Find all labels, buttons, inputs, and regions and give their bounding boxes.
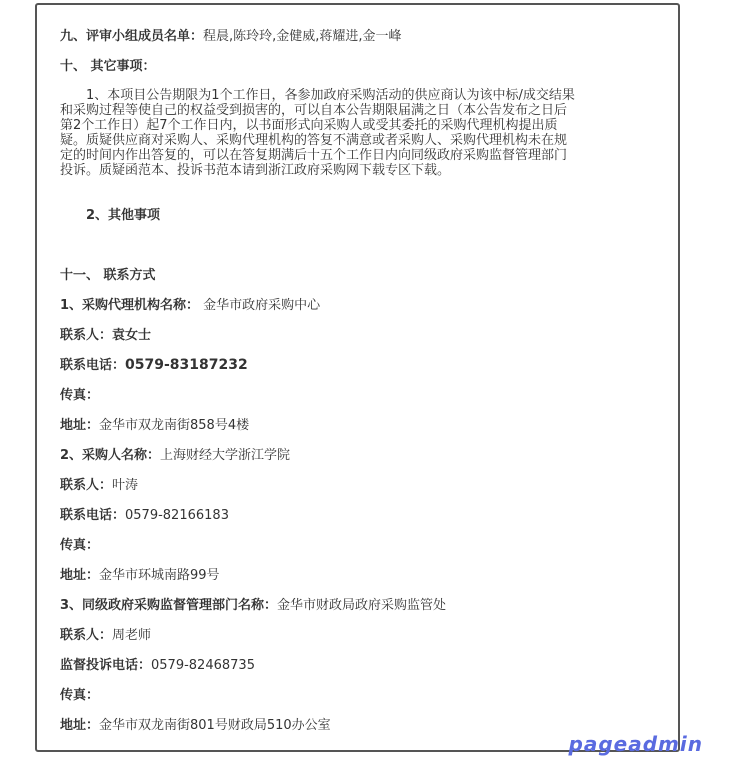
agency-name: 金华市政府采购中心: [199, 298, 321, 313]
other-matters-heading: 十、 其它事项：: [60, 59, 156, 74]
contact1-label: 联系人：: [60, 328, 113, 343]
contact-heading: 十一、 联系方式: [60, 268, 156, 283]
phone1-row: [60, 357, 248, 374]
review-panel-members: 程晨,陈玲玲,金健威,蒋耀进,金一峰: [203, 29, 402, 44]
notice-line-1: 1、本项目公告期限为1个工作日，各参加政府采购活动的供应商认为该中标/成交结果: [86, 88, 575, 103]
contact3-label: 联系人：: [60, 628, 113, 643]
contact2-label: 联系人：: [60, 478, 113, 493]
notice-line-6: 投诉。质疑函范本、投诉书范本请到浙江政府采购网下载专区下载。: [60, 163, 451, 178]
phone2-number: 0579-82166183: [125, 508, 229, 523]
other-items-heading: 2、其他事项: [86, 208, 161, 223]
address2-row: [60, 568, 220, 584]
fax2-label: 传真：: [60, 538, 100, 553]
buyer-name: 上海财经大学浙江学院: [160, 448, 291, 463]
buyer-label: 2、采购人名称：: [60, 448, 161, 463]
address2-value: 金华市环城南路99号: [99, 568, 220, 583]
phone3-label: 监督投诉电话：: [60, 658, 152, 673]
notice-line-4: 疑。质疑供应商对采购人、采购代理机构的答复不满意或者采购人、采购代理机构未在规: [60, 133, 568, 148]
phone3-number: 0579-82468735: [151, 658, 255, 673]
fax1-label: 传真：: [60, 388, 100, 403]
contact3-name: 周老师: [112, 628, 152, 643]
address1-value: 金华市双龙南街858号4楼: [99, 418, 250, 433]
phone1-label: 联系电话：: [60, 358, 126, 373]
address2-label: 地址：: [60, 568, 100, 583]
phone3-row: [60, 658, 255, 674]
contact1-name: 袁女士: [112, 328, 152, 343]
notice-line-5: 定的时间内作出答复的，可以在答复期满后十五个工作日内向同级政府采购监督管理部门: [60, 148, 568, 163]
notice-line-3: 第2个工作日）起7个工作日内，以书面形式向采购人或受其委托的采购代理机构提出质: [60, 118, 558, 133]
address3-row: [60, 718, 331, 734]
review-panel-row: [60, 29, 402, 45]
phone1-number: 0579-83187232: [125, 357, 248, 373]
phone2-label: 联系电话：: [60, 508, 126, 523]
agency-row: [60, 298, 320, 314]
contact2-row: [60, 478, 138, 494]
notice-paragraph: [60, 88, 600, 178]
address3-label: 地址：: [60, 718, 100, 733]
supervisor-name: 金华市财政局政府采购监管处: [277, 598, 447, 613]
agency-label: 1、采购代理机构名称：: [60, 298, 200, 313]
phone2-row: [60, 508, 229, 524]
address1-label: 地址：: [60, 418, 100, 433]
contact2-name: 叶涛: [112, 478, 139, 493]
fax3-label: 传真：: [60, 688, 100, 703]
review-panel-label: 九、评审小组成员名单：: [60, 29, 204, 44]
watermark-logo: pageadmin: [568, 732, 703, 756]
supervisor-row: [60, 598, 446, 614]
address1-row: [60, 418, 249, 434]
contact1-row: [60, 328, 151, 344]
buyer-row: [60, 448, 290, 464]
address3-value: 金华市双龙南街801号财政局510办公室: [99, 718, 331, 733]
notice-line-2: 和采购过程等使自己的权益受到损害的，可以自本公告期限届满之日（本公告发布之日后: [60, 103, 568, 118]
supervisor-label: 3、同级政府采购监督管理部门名称：: [60, 598, 278, 613]
contact3-row: [60, 628, 151, 644]
